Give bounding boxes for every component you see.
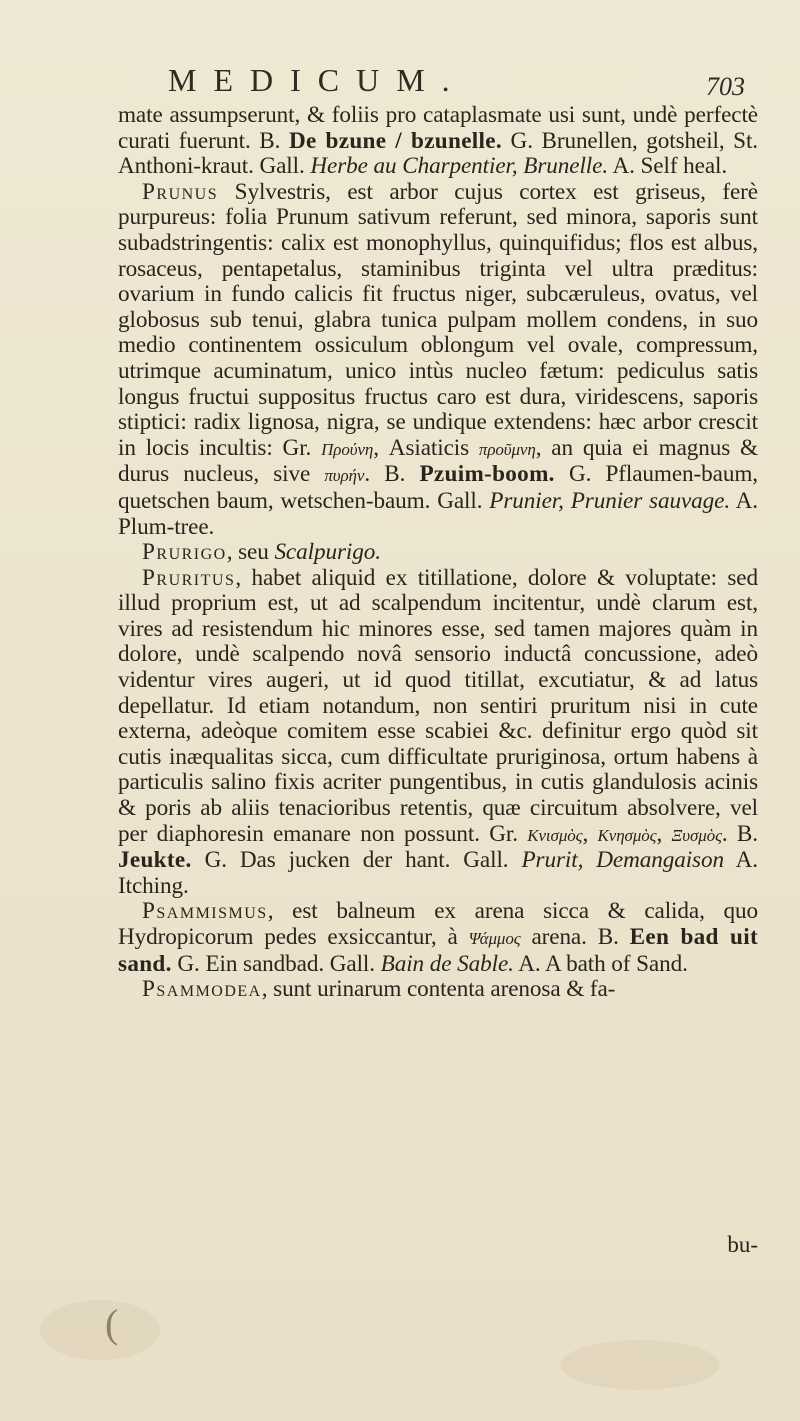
blackletter-term: Pzuim-boom. (419, 461, 555, 488)
entry-text: , sunt urinarum contenta arenosa & fa- (261, 976, 616, 1003)
entry-text: mate assumpserunt, & foliis pro cataplasmate usi sunt, undè perfectè curati fuerunt. B. (118, 102, 758, 154)
italic-term: Scalpurigo. (274, 539, 381, 566)
paper-stain (40, 1300, 160, 1360)
entry-text: G. Brunellen, gotsheil, St. Anthoni-kraut. Gall. (118, 127, 758, 180)
entry-text: , est balneum ex arena sicca & calida, quo Hydropicorum pedes exsiccantur, à (118, 898, 758, 950)
blackletter-term: Een bad uit sand. (118, 924, 758, 977)
entry-text: G. Das jucken der hant. Gall. (191, 847, 522, 874)
body-text (118, 103, 758, 1003)
italic-term: Prunier, Prunier sauvage. (489, 487, 731, 514)
entry-text: , an quia ei magnus & durus nucleus, sive (118, 434, 758, 488)
italic-term: Herbe au Charpentier, Brunelle. (310, 153, 609, 180)
entry-text: A. Itching. (118, 847, 759, 899)
entry-text: , seu (226, 539, 275, 566)
entry-headword: Psammodea (142, 976, 262, 1003)
italic-term: Prurit, Demangaison (521, 847, 724, 874)
entry-text: . B. (721, 820, 758, 847)
entry-text: , Asiaticis (373, 434, 479, 461)
running-head: MEDICUM. (168, 62, 467, 98)
greek-term: πυρήν (324, 466, 365, 486)
entry-text: G. Ein sandbad. Gall. (171, 950, 381, 977)
entry-text: , (582, 820, 598, 847)
entry-headword: Psammismus (142, 898, 268, 925)
entry-headword: Prurigo (142, 539, 227, 566)
paragraph-cont (118, 103, 758, 180)
blackletter-term: Jeukte. (118, 847, 192, 874)
entry-text: , habet aliquid ex titillatione, dolore & voluptate: sed illud proprium est, ut ad scalpendum incitentur, undè clarum est, vires ad resistendum hic minores esse, sed tamen majores quàm in dolore, undè scalpendo novâ sensorio inductâ concussione, adeò videntur vires augeri, ut id quod titillat, excutiatur, & ad latus depellatur. Id etiam notandum, non sentiri pruritum nisi in cute externa, adeòque comitem esse scabiei &c. definitur ergo quòd sit cutis inæqualitas sicca, cum difficultate pruriginosa, ortum habens à particulis salino fixis acriter pungentibus, in cutis glandulosis acinis & poris ab aliis tenacioribus retentis, quæ circuitum absolvere, vel per diaphoresin emanare non possunt. Gr. (118, 564, 758, 847)
paragraph-pruritus (118, 566, 758, 900)
margin-mark: ( (105, 1301, 119, 1346)
blackletter-term: De bzune / bzunelle. (288, 127, 502, 154)
greek-term: προῦμνη (478, 439, 536, 459)
entry-text: A. A bath of Sand. (513, 950, 688, 977)
entry-text: G. Pflaumen-baum, quetschen baum, wetschen-baum. Gall. (118, 461, 758, 514)
paragraph-psammismus (118, 899, 758, 977)
greek-term: Κνισμὸς (527, 825, 583, 845)
greek-term: Ψάμμος (468, 929, 521, 948)
entry-text: A. Plum-tree. (118, 487, 758, 540)
entry-headword: Prunus (142, 178, 219, 205)
entry-text: arena. B. (520, 924, 630, 950)
entry-headword: Pruritus (142, 564, 236, 591)
page-header (0, 62, 800, 102)
greek-term: Προύνη (321, 439, 374, 459)
catchword: bu- (727, 1232, 758, 1257)
entry-text: Sylvestris, est arbor cujus cortex est griseus, ferè purpureus: folia Prunum sativum referunt, sed minora, saporis sunt subadstringentis: calix est monophyllus, quinquifidus; flos est albus, rosaceus, pentapetalus, staminibus triginta vel ultra præditus: ovarium in fundo calicis fit fructus niger, subcæruleus, ovatus, vel globosus sub tenui, glabra tunica pulpam mollem condens, in suo medio continentem ossiculum oblongum vel ovale, compressum, utrimque acuminatum, unico intùs nucleo fætum: pediculus satis longus fructui suppositus fructus caro est dura, viridescens, saporis stiptici: radix lignosa, nigra, se undique extendens: hæc arbor crescit in locis incultis: Gr. (118, 178, 758, 461)
italic-term: Bain de Sable. (380, 950, 514, 977)
paper-stain (560, 1340, 720, 1390)
entry-text: A. Self heal. (608, 153, 728, 180)
paragraph-psammodea (118, 977, 758, 1003)
entry-text: . B. (364, 461, 420, 488)
paragraph-prunus (118, 180, 758, 540)
greek-term: Κνησμὸς (597, 825, 657, 845)
page-number: 703 (706, 72, 745, 101)
greek-term: Ξυσμὸς (671, 825, 722, 845)
catchword-line (118, 1232, 758, 1262)
paragraph-prurigo (118, 540, 758, 566)
entry-text: , (656, 820, 672, 847)
